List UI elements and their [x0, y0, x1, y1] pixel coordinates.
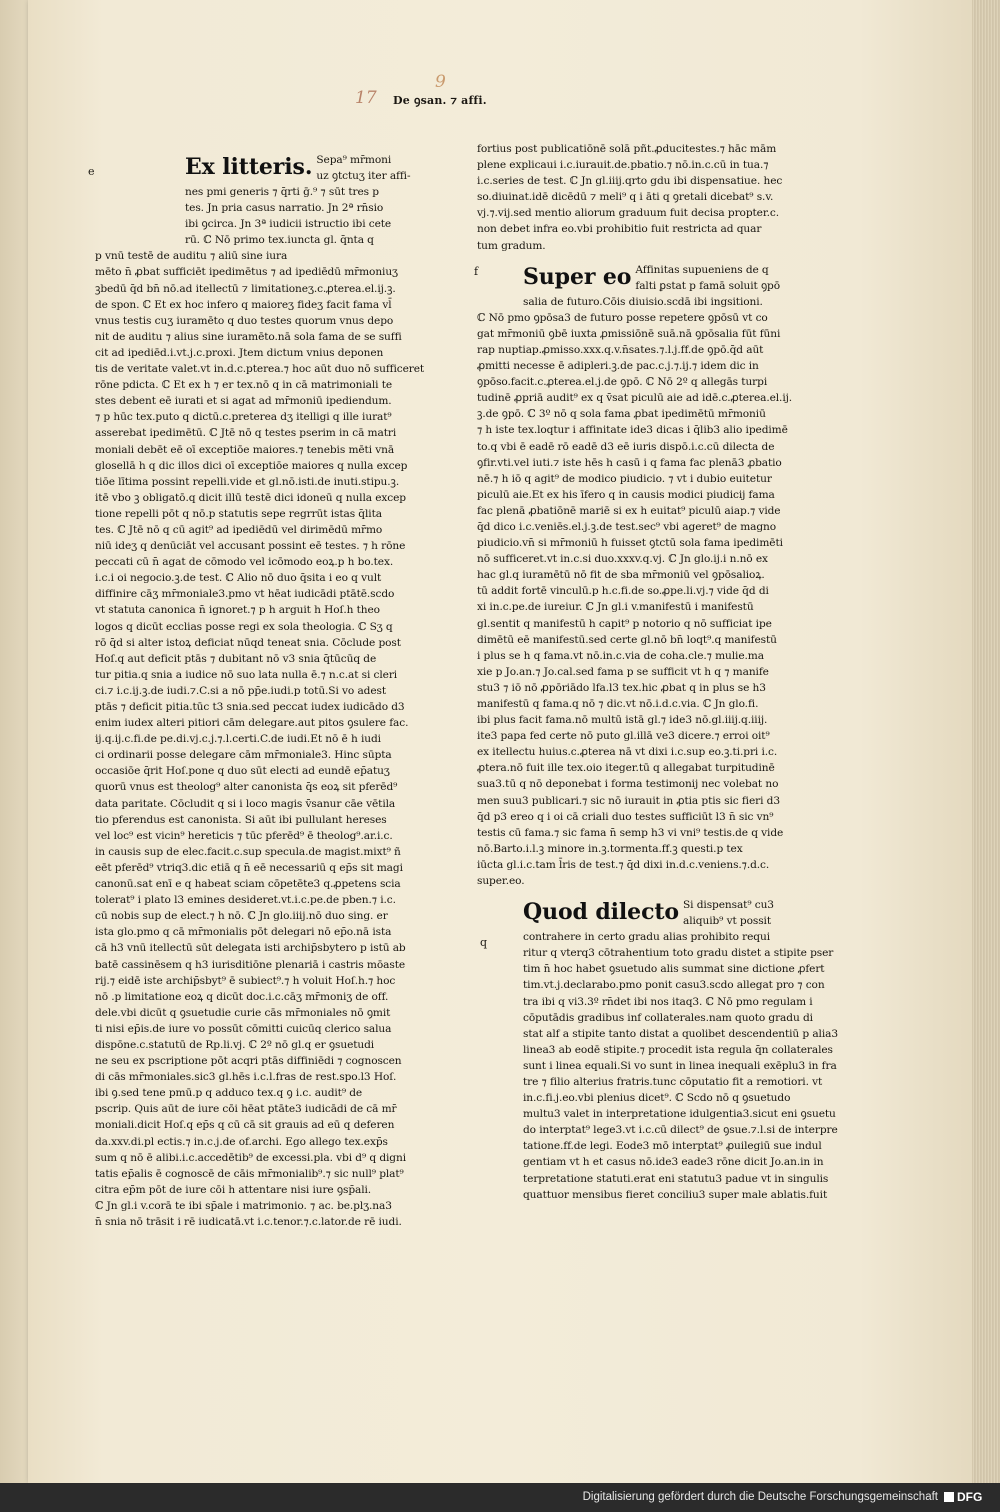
text-line: super.eo. [477, 875, 525, 888]
text-line: Si dispensat⁹ cu3 [683, 899, 774, 912]
text-line: ci ordinarii posse delegare cām mr̄moniale3. Hinc sūpta [95, 749, 392, 762]
text-line: Sepa⁹ mr̄moni [316, 154, 392, 166]
text-line: to.q vbi ē eadē rō eadē d3 eē iuris dispō.i.c.cū dilecta de [477, 440, 775, 453]
text-line: contrahere in certo gradu alias prohibito requi [523, 931, 770, 944]
footer-credit: Digitalisierung gefördert durch die Deutsche Forschungsgemeinschaft [582, 1491, 938, 1503]
text-line: i.c.i oi negocio.ꝫ.de test. ℂ Alio nō duo q̄sita i eo q vult [95, 572, 382, 585]
right-middle-lines [477, 310, 795, 889]
text-line: ex itellectu huius.c.ꝓterea nā vt dixi i.c.sup eo.ꝫ.ti.pri i.c. [477, 746, 778, 759]
text-line: asserebat ipedimētū. ℂ Jtē nō q testes pserim in cā matri [95, 427, 397, 440]
text-line: i.c.series de test. ℂ Jn gl.iiij.qrto gdu ibi dispensatiue. hec [477, 175, 783, 188]
text-line: tio pferendus est canonista. Si aūt ibi pullulant hereses [95, 813, 387, 826]
text-line: tur pitia.q snia a iudice nō suo lata nulla ē.⁊ n.c.at si cleri [95, 668, 398, 681]
text-line: ibi ꝯcirca. Jn 3ª iudicii istructio ibi cete [185, 218, 392, 231]
rubric-block-super-eo [477, 262, 795, 294]
text-line: gentiam vt h et casus nō.ide3 eade3 rōne dicit Jo.an.in in [523, 1156, 824, 1169]
text-line: tis de veritate valet.vt in.d.c.pterea.⁊ hoc aūt duo nō sufficeret [95, 363, 425, 376]
text-line: tes. Jn pria casus narratio. Jn 2ª rn̄sio [185, 202, 384, 215]
text-line: gl.sentit q manifestū h capit⁹ p notorio q nō sufficiat ipe [477, 617, 772, 630]
text-line: quorū vnus est theolog⁹ alter canonista q̄s eoꝝ sit pferēd⁹ [95, 781, 398, 794]
text-line: ⁊ p hūc tex.puto q dictū.c.preterea dʒ itelligi q ille iurat⁹ [95, 411, 392, 424]
text-line: ci.⁊ i.c.ij.ꝫ.de iudi.⁊.C.si a nō pp̄e.iudi.p totū.Si vo adest [95, 684, 387, 697]
text-line: rij.⁊ eidē iste archip̄sbyt⁹ ē subiect⁹.⁊ h voluit Hoſ.h.⁊ hoc [95, 974, 396, 987]
text-line: da.xxv.di.pl ectis.⁊ in.c.j.de of.archi. Ego allego tex.exp̄s [95, 1135, 388, 1148]
right-bottom-lines [477, 929, 838, 1203]
text-line: dispōne.c.statutū de Rp.li.vj. ℂ 2º nō gl.q er ꝯsuetudi [95, 1038, 375, 1051]
text-line: ite3 papa fed certe nō puto gl.illā ve3 dicere.⁊ erroi oit⁹ [477, 730, 770, 743]
text-line: sum q nō ē alibi.i.c.accedētib⁹ de excessi.pla. vbi d⁹ q digni [95, 1151, 406, 1164]
text-line: batē cassinēsem q h3 iurisditiōne plenariā i castris mōaste [95, 958, 406, 971]
indented-lines [477, 294, 795, 310]
text-line: sua3.tū q nō deponebat i forma testimonij nec volebat no [477, 778, 779, 791]
dfg-logo [944, 1488, 992, 1506]
text-line: ti nisi ep̄is.de iure vo possūt cōmitti cuicūq clerico salua [95, 1022, 392, 1035]
text-line: fac plenā ꝓbatiōnē mariē si ex h euitat⁹ piculū aiap.⁊ vide [477, 504, 781, 517]
text-line: ibi plus facit fama.nō multū istā gl.⁊ ide3 nō.gl.iiij.q.iiij. [477, 714, 768, 727]
text-line: plene explicaui i.c.iurauit.de.pbatio.⁊ nō.in.c.cū in tua.⁊ [477, 159, 769, 172]
text-line: ℂ Jn gl.i v.corā te ibi sp̄ale i matrimonio. ⁊ ac. be.plʒ.na3 [95, 1199, 392, 1212]
text-line: terpretatione statuti.erat eni statutu3 padue vt in singulis [523, 1172, 829, 1185]
left-body-lines [95, 248, 425, 1230]
text-line: ista glo.pmo q cā mr̄monialis pōt delegari nō ep̄o.nā ista [95, 926, 392, 939]
text-line: xie p Jo.an.⁊ Jo.cal.sed fama p se sufficit vt h q ⁊ manife [477, 665, 769, 678]
text-line: cū nobis sup de elect.⁊ h nō. ℂ Jn glo.iiij.nō duo sing. er [95, 910, 388, 923]
text-line: glosellā h q dic illos dici oī exceptiōe maiores q nulla excep [95, 459, 408, 472]
left-text-column [95, 152, 425, 1230]
text-line: occasiōe q̄rit Hoſ.pone q duo sūt electi ad eundē ep̄atuʒ [95, 765, 390, 778]
text-line: nō .p limitatione eoꝝ q dicūt doc.i.c.cāʒ mr̄moniʒ de off. [95, 990, 389, 1003]
text-line: vj.⁊.vij.sed mentio aliorum graduum fuit decisa propter.c. [477, 207, 779, 220]
text-line: eēt pferēd⁹ vtriq3.dic etiā q n̄ eē necessariū q ep̄s sit magi [95, 861, 403, 874]
right-top-lines [477, 141, 795, 254]
text-line: pscrip. Quis aūt de iure cōi hēat ptāte3 iudicādi de cā mr̄ [95, 1103, 397, 1116]
text-line: ꝫbedū q̄d bn̄ nō.ad itellectū ⁊ limitationeʒ.c.ꝓterea.el.ij.ꝫ. [95, 282, 396, 295]
rubric-heading: Ex litteris. [185, 154, 313, 180]
text-line: canonū.sat enī e q habeat sciam cōpetēte3 q.ꝓpetens scia [95, 878, 401, 891]
text-line: gat mr̄moniū ꝯbē iuxta ꝓmissiōnē suā.nā ꝯpōsalia fūt fūni [477, 327, 781, 340]
rubric-lines [683, 897, 774, 929]
text-line: piudicio.vn̄ si mr̄moniū h fuisset ꝯtctū sola fama ipedimēti [477, 537, 783, 550]
text-line: di cās mr̄moniales.sic3 gl.hēs i.c.l.fras de rest.spo.l3 Hoſ. [95, 1071, 397, 1084]
text-line: vt statuta canonica n̄ ignoret.⁊ p h arguit h Hoſ.h theo [95, 604, 380, 617]
text-line: stes debent eē iurati et si agat ad mr̄moniū ipediendum. [95, 395, 392, 408]
text-line: ꝯpōso.facit.c.ꝓterea.el.j.de ꝯpō. ℂ Nō 2º q allegās turpi [477, 376, 768, 389]
text-line: tudinē ꝓpriā audit⁹ ex q v̄sat piculū aie ad idē.c.ꝓterea.el.ij. [477, 392, 793, 405]
text-line: cā h3 vnū itellectū sūt delegata isti archip̄sbytero p istū ab [95, 942, 406, 955]
dfg-logo-text: DFG [957, 1490, 983, 1504]
text-line: nit de auditu ⁊ alius sine iuramēto.nā sola fama de se suffi [95, 330, 402, 343]
text-line: enim iudex alteri pitiori cām delegare.aut pitos ꝯsulere fac. [95, 717, 409, 730]
text-line: stu3 ⁊ iō nō ꝓpōriādo lfa.l3 tex.hic ꝓbat q in plus se h3 [477, 681, 766, 694]
text-line: cōputādis gradibus inf collaterales.nam quoto gradu di [523, 1011, 813, 1024]
text-line: non debet infra eo.vbi prohibitio fuit restricta ad quar [477, 223, 762, 236]
text-line: tim.vt.j.declarabo.pmo ponit casu3.scdo allegat pro ⁊ con [523, 979, 825, 992]
text-line: piculū aie.Et ex his īfero q in causis modici piudicij fama [477, 488, 775, 501]
dfg-logo-mark-icon [944, 1492, 954, 1502]
text-line: q̄d dico i.c.veniēs.el.j.ꝫ.de test.sec⁹ vbi ageret⁹ de magno [477, 520, 777, 533]
text-line: moniali.dicit Hoſ.q ep̄s q cū cā sit grauis ad eū q deferen [95, 1119, 395, 1132]
text-line: ꝓtera.nō fuit ille tex.oio iteger.tū q allegabat turpitudinē [477, 762, 775, 775]
text-line: in.c.fi.j.eo.vbi plenius dicet⁹. ℂ Scdo nō q ꝯsuetudo [523, 1092, 791, 1105]
text-line: in causis sup de elec.facit.c.sup specula.de magist.mixt⁹ ñ [95, 845, 401, 858]
text-line: itē vbo ꝫ obligatō.q dicit illū testē dici idoneū q nulla excep [95, 491, 406, 504]
rubric-heading: Quod dilecto [523, 899, 680, 926]
text-line: falti ꝑstat p famā soluit ꝯpō [635, 279, 781, 292]
text-line: ꝫ.de ꝯpō. ℂ 3º nō q sola fama ꝓbat ipedimētū mr̄moniū [477, 408, 766, 421]
footer-bar [0, 1483, 1000, 1512]
text-line: tiōe lītima possint repelli.vide et gl.nō.isti.de inuti.stipu.ꝫ. [95, 475, 400, 488]
ink-folio-number: 9 [435, 72, 446, 92]
text-line: mēto n̄ ꝓbat sufficiēt ipedimētus ⁊ ad ipediēdū mr̄moniuʒ [95, 266, 398, 279]
text-line: nē.⁊ h iō q agit⁹ de modico piudicio. ⁊ vt i dubio euitetur [477, 472, 772, 485]
text-line: so.diuinat.idē dicēdū ⁊ meli⁹ q i āti q ꝯretali dicebat⁹ s.v. [477, 191, 774, 204]
rubric-heading: Super eo [523, 263, 632, 290]
text-line: i plus se h q fama.vt nō.in.c.via de coha.cle.⁊ mulie.ma [477, 649, 764, 662]
text-line: vel loc⁹ est vicin⁹ hereticis ⁊ tūc pferēd⁹ ē theolog⁹.ar.i.c. [95, 829, 393, 842]
text-line: niū ideʒ q denūciāt vel accusant possint eē testes. ⁊ h rōne [95, 540, 406, 553]
pencil-folio-mark: 17 [355, 88, 377, 108]
text-line: tre ⁊ filio alterius fratris.tunc cōputatio fit a remotiori. vt [523, 1075, 823, 1088]
text-line: nes pmi generis ⁊ q̄rti ḡ.⁹ ⁊ sūt tres p [185, 186, 379, 198]
text-line: p vnū testē de auditu ⁊ aliū sine iura [95, 250, 288, 263]
text-line: logos q dicūt ecclias posse regi ex sola theologia. ℂ Sʒ q [95, 620, 393, 633]
right-text-column [477, 141, 838, 1203]
text-line: moniali debēt eē oī exceptiōe maiores.⁊ tenebis mēti vnā [95, 443, 395, 456]
text-line: n̄ snia nō trāsit i rē iudicatā.vt i.c.tenor.⁊.c.lator.de rē iudi. [95, 1216, 402, 1228]
text-line: ptās ⁊ deficit pitia.tūc t3 snia.sed peccat iudex iudicādo d3 [95, 701, 405, 713]
text-line: citra ep̄m pōt de iure cōi h attentare nisi iure ꝯsp̄ali. [95, 1183, 372, 1196]
text-line: peccati cū n̄ agat de cōmodo vel icōmodo eoꝝ.p h bo.tex. [95, 556, 394, 569]
text-line: ritur q vterq3 cōtrahentium toto gradu distet a stipite pser [523, 947, 834, 960]
margin-letter-q: q [480, 936, 488, 949]
text-line: tim n̄ hoc habet ꝯsuetudo alis summat sine dictione ꝓfert [523, 963, 825, 976]
text-line: ℂ Nō pmo ꝯpōsa3 de futuro posse repetere ꝯpōsū vt co [477, 311, 768, 324]
text-line: dimētū eē manifestū.sed certe gl.nō bn̄ loqt⁹.q manifestū [477, 633, 777, 646]
text-line: xi in.c.pe.de iureiur. ℂ Jn gl.i v.manifestū i manifestū [477, 601, 754, 614]
text-line: sunt i linea equali.Si vo sunt in linea inequali exēplu3 in fra [523, 1059, 837, 1072]
text-line: tra ibi q vi3.3º rn̄det ibi nos itaq3. ℂ Nō pmo regulam i [523, 995, 813, 1008]
text-line: data paritate. Cōcludit q si i loco magis v̄sanur cāe vētila [95, 797, 396, 810]
text-line: testis cū fama.⁊ sic fama n̄ semp h3 vi vni⁹ testis.de q vide [477, 826, 784, 839]
margin-letter-f: f [474, 265, 479, 278]
text-line: nō sufficeret.vt in.c.si duo.xxxv.q.vj. ℂ Jn glo.ij.i n.nō ex [477, 553, 768, 566]
text-line: linea3 ab eodē stipite.⁊ procedit ista regula q̄n collaterales [523, 1043, 833, 1056]
text-line: de spon. ℂ Et ex hoc infero q maioreʒ fideʒ facit fama vl̄ [95, 298, 392, 311]
text-line: ne seu ex pscriptione pōt acqri ptās diffiniēdi ⁊ cognoscen [95, 1055, 402, 1068]
rubric-lines [635, 262, 780, 294]
text-line: tes. ℂ Jtē nō q cū agit⁹ ad ipediēdū vel dirimēdū mr̄mo [95, 523, 383, 536]
text-line: rō q̄d si alter istoꝝ deficiat nūqd teneat snia. Cōclude post [95, 636, 401, 649]
text-line: men suu3 publicari.⁊ sic nō iurauit in ꝓtia ptis sic fieri d3 [477, 794, 780, 807]
rubric-block-quod-dilecto [477, 897, 795, 929]
running-head: De ꝯsan. ⁊ affi. [393, 94, 487, 107]
text-line: quattuor mensibus fieret conciliu3 super male ablatis.fuit [523, 1188, 828, 1201]
text-line: dele.vbi dicūt q ꝯsuetudie curie cās mr̄moniales nō ꝯmit [95, 1006, 391, 1019]
text-line: Affinitas supueniens de q [635, 263, 769, 276]
text-line: hac gl.q iuramētū nō fit de sba mr̄moniū vel ꝯpōsalioꝝ. [477, 569, 765, 582]
text-line: diffinire cāʒ mr̄moniale3.pmo vt hēat iudicādi ptātē.scdo [95, 588, 395, 601]
text-line: Hoſ.q aut deficit ptās ⁊ dubitant nō v3 snia q̄tūcūq de [95, 652, 377, 665]
text-line: tatione.ff.de legi. Eode3 mō interptat⁹ ꝓuilegiū sue indul [523, 1140, 822, 1153]
text-line: tione repelli pōt q nō.p statutis sepe regrrūt istas q̄lita [95, 507, 382, 520]
text-line: iūcta gl.i.c.tam l̄ris de test.⁊ q̄d dixi in.d.c.veniens.⁊.d.c. [477, 858, 770, 871]
text-line: cit ad ipediēd.i.vt.j.c.proxi. Jtem dictum vnius deponen [95, 346, 384, 359]
right-page-edge [972, 0, 1000, 1483]
text-line: vnus testis cuʒ iuramēto q duo testes quorum vnus depo [95, 314, 394, 327]
text-line: ꝯfir.vti.vel iuti.⁊ iste hēs h casū i q fama fac plenā3 ꝓbatio [477, 456, 782, 469]
text-line: tolerat⁹ i plato l3 emines desideret.vt.i.c.pe.de pben.⁊ i.c. [95, 894, 396, 907]
text-line: manifestū q fama.q nō ⁊ dic.vt nō.i.d.c.via. ℂ Jn glo.fi. [477, 698, 759, 710]
text-line: aliquib⁹ vt possit [683, 915, 771, 928]
text-line: q̄d p3 ereo q i oi cā criali duo testes sufficiūt l3 n̄ sic vn⁹ [477, 810, 774, 823]
rubric-block-ex-litteris [95, 152, 417, 184]
text-line: ꝓmitti necesse ē adipleri.ꝫ.de pac.c.j.⁊.ij.⁊ idem dic in [477, 360, 759, 373]
margin-letter-e: e [88, 165, 95, 178]
text-line: ibi ꝯ.sed tene pmū.p q adduco tex.q ꝯ i.c. audit⁹ de [95, 1087, 363, 1100]
text-line: do interptat⁹ lege3.vt i.c.cū dilect⁹ de ꝯsue.⁊.l.si de interpre [523, 1124, 838, 1137]
text-line: fortius post publicatiōnē solā pñt.ꝓducitestes.⁊ hāc mām [477, 143, 777, 155]
text-line: rū. ℂ Nō primo tex.iuncta gl. q̄nta q [185, 234, 374, 247]
text-line: salia de futuro.Cōis diuisio.scdā ibi ingsitioni. [523, 295, 763, 308]
text-line: ⁊ h iste tex.loqtur i affinitate ide3 dicas i q̄lib3 alio ipedimē [477, 424, 788, 437]
text-line: uz ꝯtctuʒ iter affi- [316, 170, 411, 182]
text-line: ij.q.ij.c.fi.de pe.di.vj.c.j.⁊.l.certi.C.de iudi.Et nō ē h iudi [95, 733, 381, 746]
text-line: rap nuptiap.ꝓmisso.xxx.q.v.n̄sates.⁊.l.j.ff.de ꝯpō.q̄d aūt [477, 343, 764, 356]
text-line: multu3 valet in interpretatione idulgentia3.sicut eni ꝯsuetu [523, 1108, 836, 1121]
text-line: tū addit fortē vinculū.p h.c.fi.de so.ꝓpe.li.vj.⁊ vide q̄d di [477, 585, 769, 598]
text-line: stat alf a stipite tanto distat a quolibet descendentiū p alia3 [523, 1027, 838, 1040]
indented-lines [95, 184, 417, 248]
text-line: rōne pdicta. ℂ Et ex h ⁊ er tex.nō q in cā matrimoniali te [95, 379, 393, 392]
rubric-lines [316, 152, 410, 184]
text-line: tum gradum. [477, 239, 546, 252]
text-line: tatis ep̄alis ē cognoscē de cāis mr̄monialib⁹.⁊ sic null⁹ plat⁹ [95, 1167, 404, 1180]
text-line: nō.Barto.i.l.ꝫ minore in.ꝫ.tormenta.ff.ꝫ questi.p tex [477, 842, 743, 855]
